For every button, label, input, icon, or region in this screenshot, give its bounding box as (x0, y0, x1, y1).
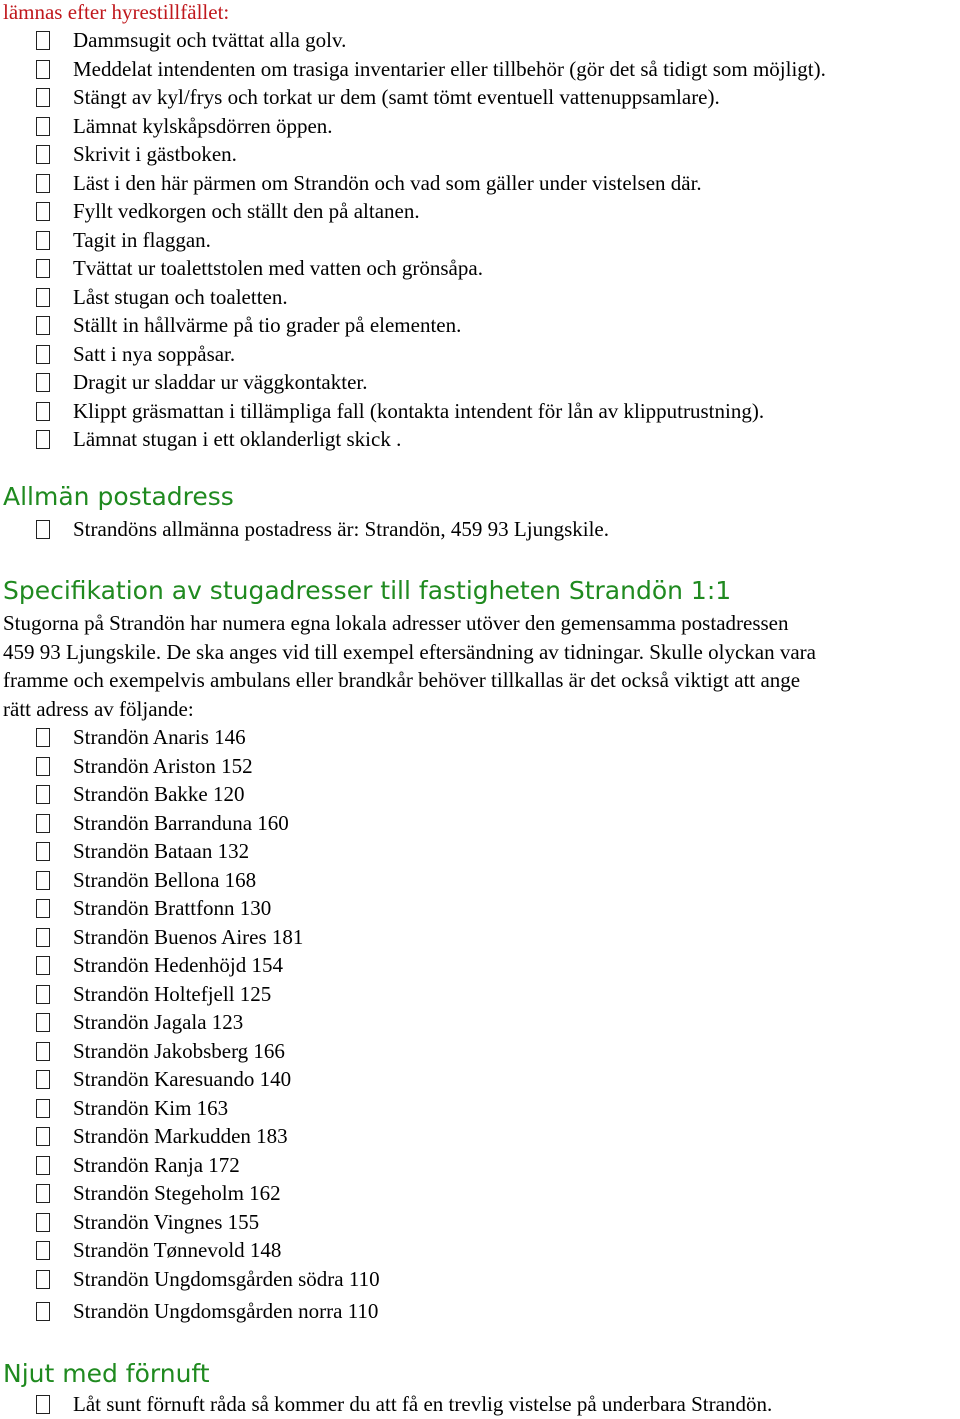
address-item-text: Strandön Ungdomsgården norra 110 (73, 1299, 379, 1323)
address-item-text: Strandön Ranja 172 (73, 1152, 240, 1177)
address-item-text: Strandön Jagala 123 (73, 1010, 244, 1034)
checklist-item (0, 112, 960, 140)
address-item (0, 837, 960, 865)
checkbox-icon (36, 842, 50, 861)
checkbox-icon (36, 1070, 50, 1089)
address-item (0, 809, 960, 837)
address-item-text: Strandön Bakke 120 (73, 782, 245, 806)
address-item-text: Strandön Vingnes 155 (73, 1209, 260, 1234)
address-item (0, 1008, 960, 1036)
checkbox-icon (36, 1013, 50, 1032)
checklist-item-text: Tagit in flaggan. (73, 227, 211, 252)
checkbox-icon (36, 373, 50, 392)
checklist-item-text: Lämnat kylskåpsdörren öppen. (73, 113, 333, 138)
postal-heading: Allmän postadress (3, 482, 234, 511)
checklist-item (0, 226, 960, 254)
checklist-item (0, 169, 960, 197)
spec-heading: Specifikation av stugadresser till fastigheten Strandön 1:1 (3, 576, 732, 605)
address-item (0, 1151, 960, 1179)
checklist-item-text: Meddelat intendenten om trasiga inventarier eller tillbehör (gör det så tidigt som möjligt). (73, 56, 826, 81)
address-item-text: Strandön Bataan 132 (73, 839, 250, 863)
checklist-item (0, 197, 960, 225)
checklist-item (0, 283, 960, 311)
checklist-item (0, 311, 960, 339)
checkbox-icon (36, 1156, 50, 1175)
checklist-item (0, 397, 960, 425)
address-item (0, 923, 960, 951)
address-item (0, 1094, 960, 1122)
address-item (0, 894, 960, 922)
spec-paragraph-line: Stugorna på Strandön har numera egna lokala adresser utöver den gemensamma postadressen (3, 611, 789, 635)
checklist-item-text: Satt i nya soppåsar. (73, 341, 236, 366)
checkbox-icon (36, 202, 50, 221)
address-item (0, 1297, 960, 1325)
checkbox-icon (36, 1099, 50, 1118)
address-item-text: Strandön Barranduna 160 (73, 810, 289, 835)
checklist-item-text: Låst stugan och toaletten. (73, 284, 288, 309)
checkbox-icon (36, 871, 50, 890)
checkbox-icon (36, 231, 50, 250)
address-item (0, 1179, 960, 1207)
checklist-item-text: Dragit ur sladdar ur väggkontakter. (73, 370, 368, 394)
checkbox-icon (36, 785, 50, 804)
checklist-item-text: Klippt gräsmattan i tillämpliga fall (kontakta intendent för lån av klipputrustning). (73, 398, 765, 423)
address-item-text: Strandön Brattfonn 130 (73, 896, 272, 920)
address-item-text: Strandön Bellona 168 (73, 867, 257, 892)
checkbox-icon (36, 145, 50, 164)
checkbox-icon (36, 728, 50, 747)
address-item (0, 1037, 960, 1065)
checklist-item-text: Dammsugit och tvättat alla golv. (73, 28, 347, 52)
address-item (0, 1122, 960, 1150)
checkbox-icon (36, 1302, 50, 1321)
checkbox-icon (36, 1184, 50, 1203)
checklist-item (0, 425, 960, 453)
address-item (0, 951, 960, 979)
address-item-text: Strandön Ariston 152 (73, 753, 253, 778)
checkbox-icon (36, 814, 50, 833)
checklist-item-text: Tvättat ur toalettstolen med vatten och grönsåpa. (73, 256, 483, 280)
checkbox-icon (36, 288, 50, 307)
checkbox-icon (36, 402, 50, 421)
address-item (0, 752, 960, 780)
address-item-text: Strandön Hedenhöjd 154 (73, 953, 283, 977)
checklist-item-text: Ställt in hållvärme på tio grader på elementen. (73, 313, 462, 337)
address-item (0, 1065, 960, 1093)
address-item (0, 1236, 960, 1264)
checkbox-icon (36, 1395, 50, 1414)
address-item-text: Strandön Tønnevold 148 (73, 1238, 282, 1262)
checkbox-icon (36, 31, 50, 50)
checkbox-icon (36, 117, 50, 136)
checklist-item (0, 340, 960, 368)
checkbox-icon (36, 757, 50, 776)
checkbox-icon (36, 899, 50, 918)
checkbox-icon (36, 1241, 50, 1260)
checkbox-icon (36, 1127, 50, 1146)
sense-item-text: Låt sunt förnuft råda så kommer du att få en trevlig vistelse på underbara Strandön. (73, 1392, 773, 1416)
checkbox-icon (36, 1213, 50, 1232)
address-item (0, 866, 960, 894)
checkbox-icon (36, 259, 50, 278)
checkbox-icon (36, 174, 50, 193)
spec-paragraph-line: framme och exempelvis ambulans eller brandkår behöver tillkallas är det också viktigt att ange (3, 668, 801, 692)
postal-item-text: Strandöns allmänna postadress är: Strandön, 459 93 Ljungskile. (73, 517, 610, 541)
checklist-item (0, 368, 960, 396)
checkbox-icon (36, 1270, 50, 1289)
checkbox-icon (36, 316, 50, 335)
checkbox-icon (36, 520, 50, 539)
sense-heading: Njut med förnuft (3, 1359, 210, 1388)
address-item-text: Strandön Buenos Aires 181 (73, 924, 304, 949)
checklist-item (0, 83, 960, 111)
spec-paragraph-line: 459 93 Ljungskile. De ska anges vid till exempel eftersändning av tidningar. Skulle olyckan vara (3, 639, 816, 664)
address-item-text: Strandön Anaris 146 (73, 725, 246, 749)
spec-paragraph-line: rätt adress av följande: (3, 696, 194, 721)
checklist-item (0, 254, 960, 282)
checkbox-icon (36, 928, 50, 947)
address-item-text: Strandön Karesuando 140 (73, 1067, 292, 1091)
address-item-text: Strandön Markudden 183 (73, 1124, 288, 1148)
intro-heading: lämnas efter hyrestillfället: (3, 0, 230, 24)
address-item-text: Strandön Kim 163 (73, 1095, 229, 1120)
checkbox-icon (36, 985, 50, 1004)
postal-item (0, 515, 960, 543)
checkbox-icon (36, 956, 50, 975)
checkbox-icon (36, 60, 50, 79)
checklist-item-text: Stängt av kyl/frys och torkat ur dem (samt tömt eventuell vattenuppsamlare). (73, 85, 720, 109)
checkbox-icon (36, 345, 50, 364)
checklist-item-text: Lämnat stugan i ett oklanderligt skick . (73, 427, 402, 451)
checkbox-icon (36, 430, 50, 449)
address-item (0, 980, 960, 1008)
checklist-item-text: Läst i den här pärmen om Strandön och vad som gäller under vistelsen där. (73, 170, 702, 195)
checklist-item-text: Fyllt vedkorgen och ställt den på altanen. (73, 199, 420, 223)
checkbox-icon (36, 88, 50, 107)
checklist-item (0, 140, 960, 168)
checkbox-icon (36, 1042, 50, 1061)
address-item (0, 1265, 960, 1293)
address-item-text: Strandön Stegeholm 162 (73, 1181, 281, 1205)
address-item (0, 780, 960, 808)
checklist-item (0, 26, 960, 54)
sense-item (0, 1390, 960, 1418)
address-item-text: Strandön Ungdomsgården södra 110 (73, 1266, 380, 1291)
address-item-text: Strandön Jakobsberg 166 (73, 1038, 285, 1063)
checklist-item-text: Skrivit i gästboken. (73, 142, 237, 166)
address-item (0, 1208, 960, 1236)
address-item (0, 723, 960, 751)
address-item-text: Strandön Holtefjell 125 (73, 981, 272, 1006)
checklist-item (0, 55, 960, 83)
